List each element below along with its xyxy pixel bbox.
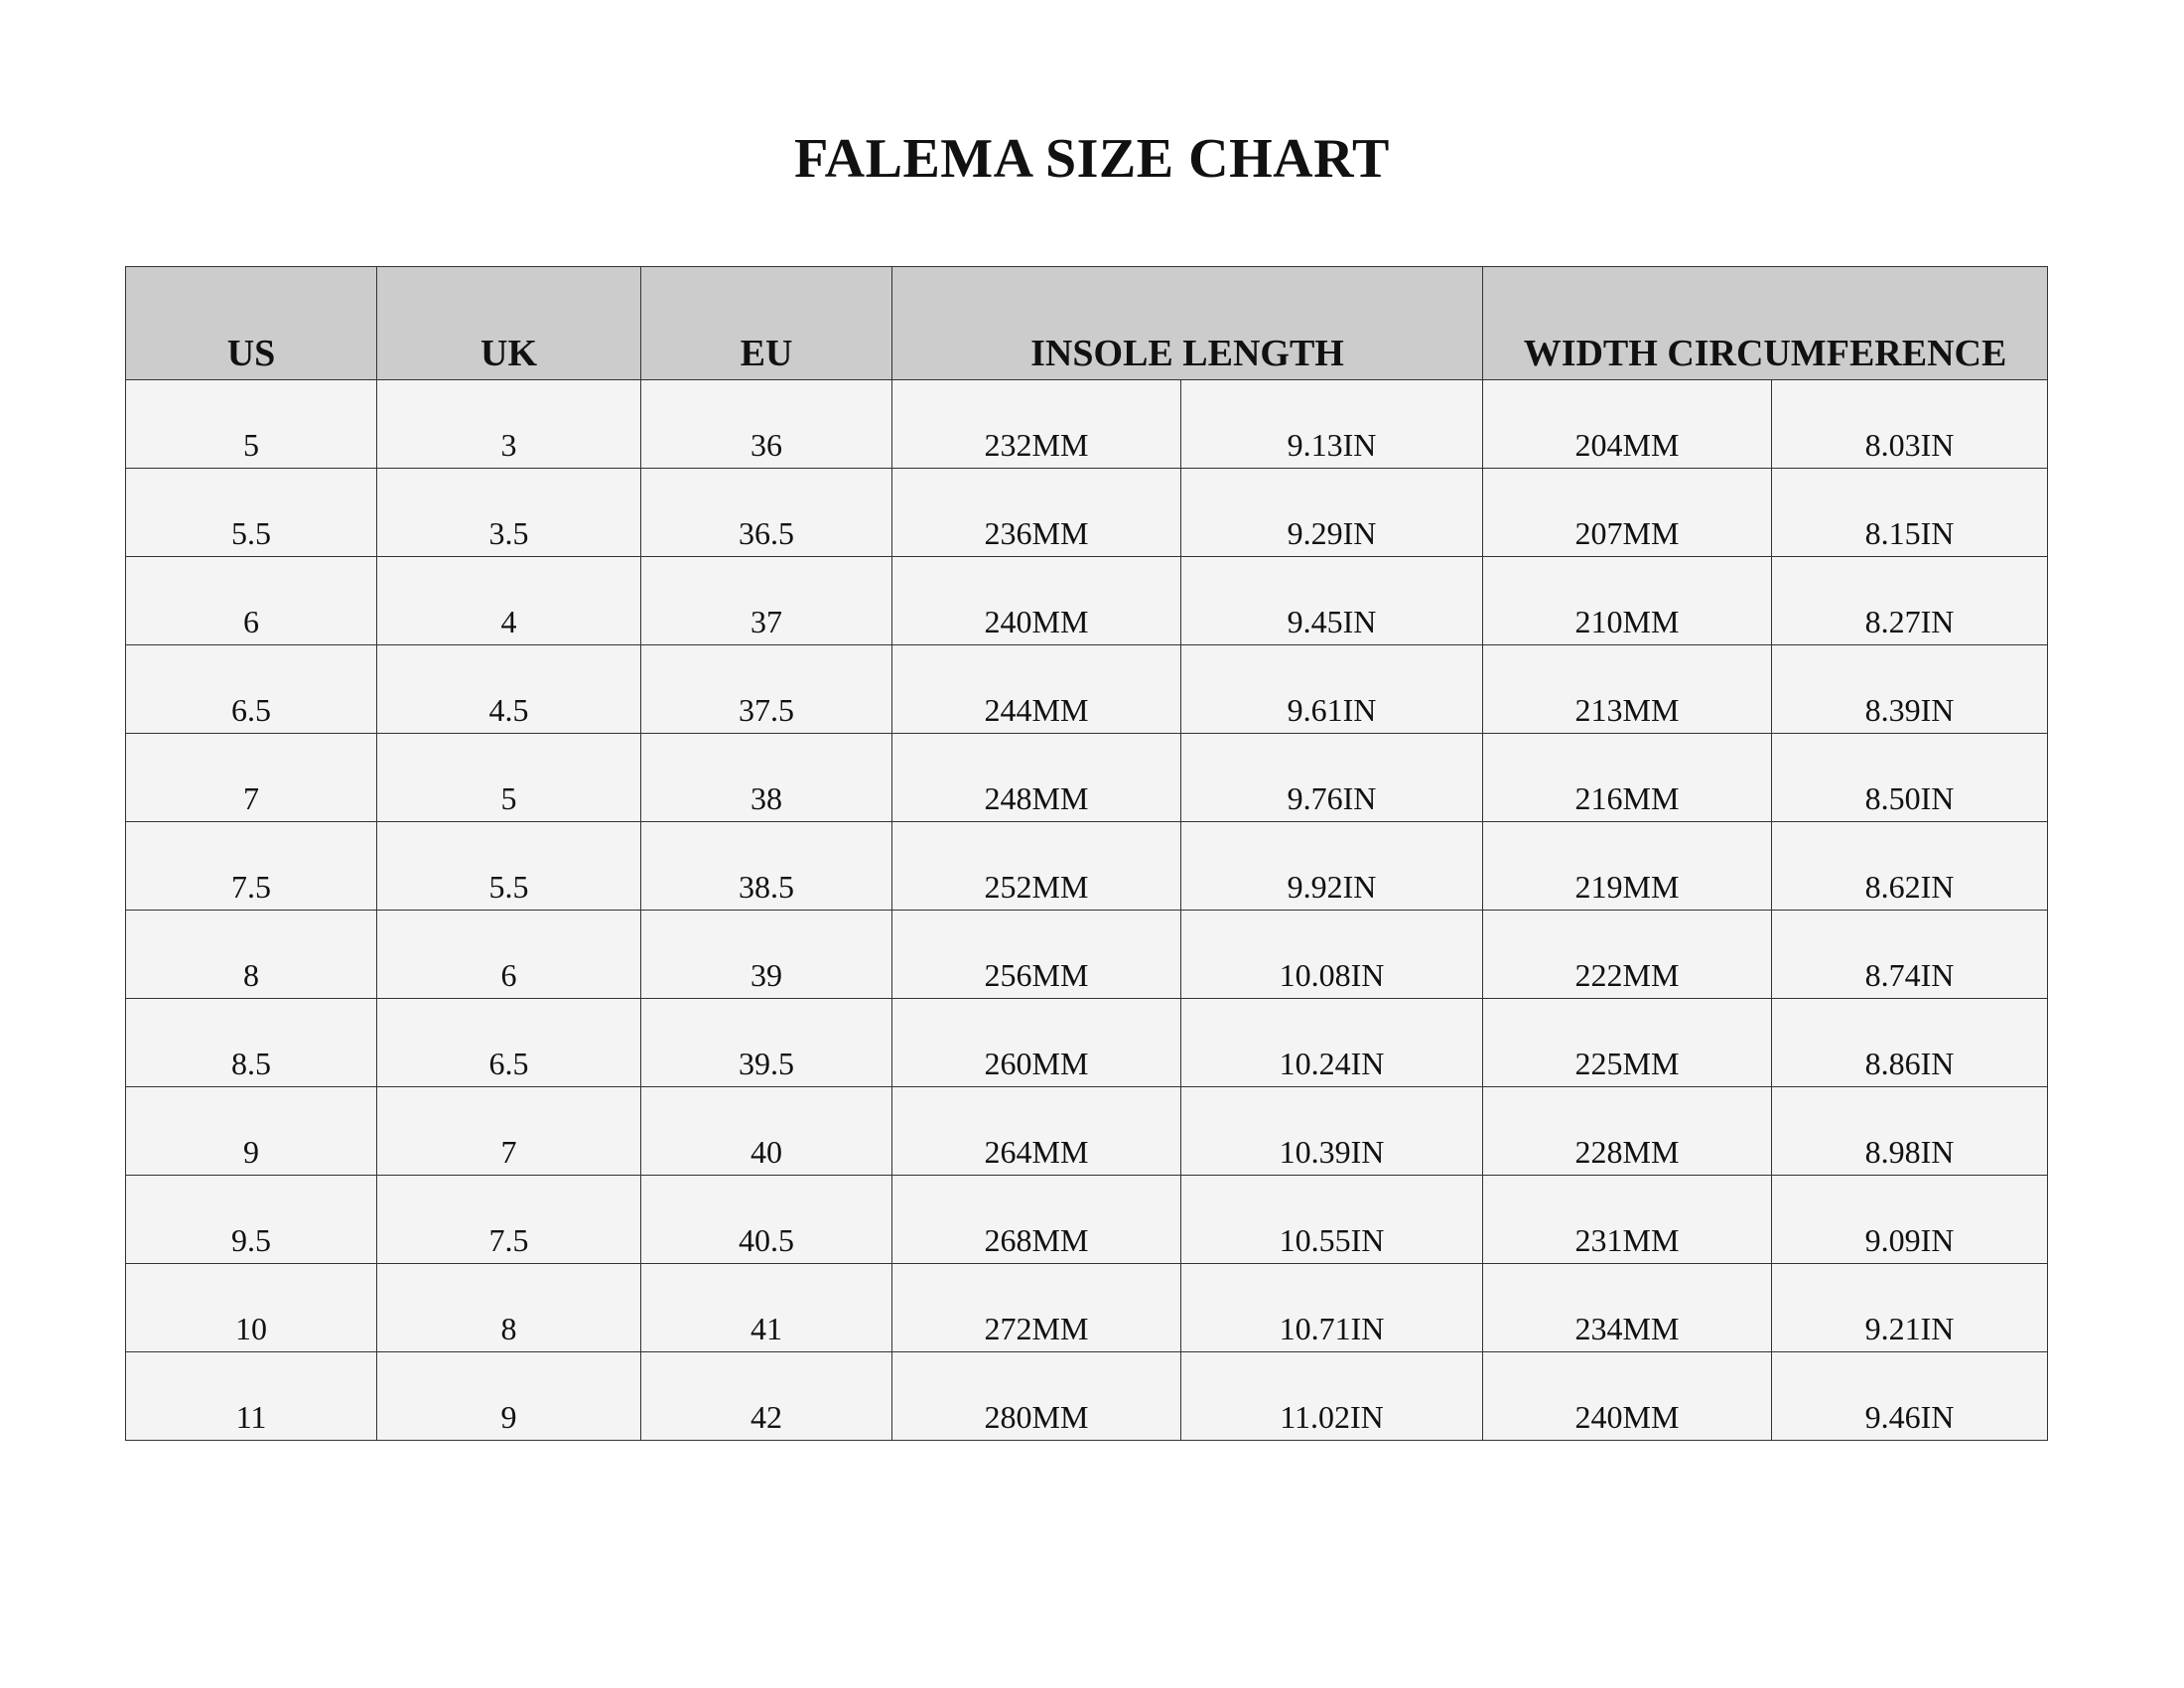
cell-eu: 36.5 xyxy=(641,469,892,557)
cell-eu: 39 xyxy=(641,911,892,999)
cell-insole-mm: 280MM xyxy=(892,1352,1181,1441)
table-row xyxy=(126,911,2048,999)
cell-width-mm: 204MM xyxy=(1483,380,1772,469)
cell-uk: 7.5 xyxy=(377,1176,641,1264)
cell-insole-mm: 272MM xyxy=(892,1264,1181,1352)
cell-uk: 8 xyxy=(377,1264,641,1352)
cell-uk: 7 xyxy=(377,1087,641,1176)
table-row xyxy=(126,1176,2048,1264)
cell-insole-in: 9.76IN xyxy=(1181,734,1483,822)
cell-uk: 5 xyxy=(377,734,641,822)
cell-insole-mm: 236MM xyxy=(892,469,1181,557)
cell-insole-in: 10.71IN xyxy=(1181,1264,1483,1352)
cell-us: 7 xyxy=(126,734,377,822)
cell-insole-mm: 264MM xyxy=(892,1087,1181,1176)
header-eu: EU xyxy=(641,267,892,380)
cell-width-in: 8.74IN xyxy=(1772,911,2048,999)
size-chart-table xyxy=(125,266,2048,1441)
cell-insole-in: 10.55IN xyxy=(1181,1176,1483,1264)
cell-width-mm: 216MM xyxy=(1483,734,1772,822)
table-row xyxy=(126,1264,2048,1352)
cell-width-mm: 234MM xyxy=(1483,1264,1772,1352)
cell-uk: 6.5 xyxy=(377,999,641,1087)
cell-insole-mm: 248MM xyxy=(892,734,1181,822)
cell-eu: 37.5 xyxy=(641,645,892,734)
cell-width-in: 8.39IN xyxy=(1772,645,2048,734)
cell-width-in: 8.86IN xyxy=(1772,999,2048,1087)
table-row xyxy=(126,557,2048,645)
cell-insole-in: 9.13IN xyxy=(1181,380,1483,469)
cell-uk: 6 xyxy=(377,911,641,999)
cell-eu: 41 xyxy=(641,1264,892,1352)
page-title: FALEMA SIZE CHART xyxy=(794,128,1390,190)
cell-us: 8.5 xyxy=(126,999,377,1087)
table-row xyxy=(126,645,2048,734)
cell-us: 6.5 xyxy=(126,645,377,734)
cell-width-in: 9.21IN xyxy=(1772,1264,2048,1352)
cell-us: 5 xyxy=(126,380,377,469)
cell-insole-in: 9.29IN xyxy=(1181,469,1483,557)
cell-width-in: 8.50IN xyxy=(1772,734,2048,822)
cell-width-mm: 213MM xyxy=(1483,645,1772,734)
table-row xyxy=(126,469,2048,557)
table-row xyxy=(126,1087,2048,1176)
cell-us: 8 xyxy=(126,911,377,999)
cell-width-mm: 210MM xyxy=(1483,557,1772,645)
cell-width-in: 8.62IN xyxy=(1772,822,2048,911)
cell-width-mm: 231MM xyxy=(1483,1176,1772,1264)
cell-width-mm: 207MM xyxy=(1483,469,1772,557)
cell-insole-mm: 268MM xyxy=(892,1176,1181,1264)
cell-insole-in: 9.92IN xyxy=(1181,822,1483,911)
header-us: US xyxy=(126,267,377,380)
cell-insole-mm: 240MM xyxy=(892,557,1181,645)
cell-width-in: 8.27IN xyxy=(1772,557,2048,645)
cell-eu: 40 xyxy=(641,1087,892,1176)
cell-uk: 4.5 xyxy=(377,645,641,734)
cell-width-mm: 225MM xyxy=(1483,999,1772,1087)
cell-uk: 3 xyxy=(377,380,641,469)
cell-insole-in: 9.61IN xyxy=(1181,645,1483,734)
header-uk: UK xyxy=(377,267,641,380)
cell-insole-mm: 256MM xyxy=(892,911,1181,999)
cell-insole-mm: 232MM xyxy=(892,380,1181,469)
cell-eu: 38.5 xyxy=(641,822,892,911)
cell-width-mm: 222MM xyxy=(1483,911,1772,999)
cell-insole-in: 10.24IN xyxy=(1181,999,1483,1087)
cell-insole-mm: 260MM xyxy=(892,999,1181,1087)
cell-eu: 38 xyxy=(641,734,892,822)
cell-width-in: 9.09IN xyxy=(1772,1176,2048,1264)
cell-width-mm: 240MM xyxy=(1483,1352,1772,1441)
cell-insole-mm: 244MM xyxy=(892,645,1181,734)
cell-insole-in: 9.45IN xyxy=(1181,557,1483,645)
header-insole-length: INSOLE LENGTH xyxy=(892,267,1483,380)
header-width-circumference: WIDTH CIRCUMFERENCE xyxy=(1483,267,2048,380)
cell-us: 9.5 xyxy=(126,1176,377,1264)
cell-width-mm: 219MM xyxy=(1483,822,1772,911)
cell-us: 5.5 xyxy=(126,469,377,557)
cell-uk: 3.5 xyxy=(377,469,641,557)
cell-uk: 9 xyxy=(377,1352,641,1441)
cell-us: 6 xyxy=(126,557,377,645)
table-row xyxy=(126,1352,2048,1441)
cell-insole-in: 11.02IN xyxy=(1181,1352,1483,1441)
cell-width-in: 8.03IN xyxy=(1772,380,2048,469)
cell-insole-mm: 252MM xyxy=(892,822,1181,911)
cell-uk: 5.5 xyxy=(377,822,641,911)
cell-eu: 39.5 xyxy=(641,999,892,1087)
cell-us: 10 xyxy=(126,1264,377,1352)
table-header xyxy=(126,267,2048,380)
cell-us: 9 xyxy=(126,1087,377,1176)
cell-us: 11 xyxy=(126,1352,377,1441)
cell-uk: 4 xyxy=(377,557,641,645)
cell-width-in: 9.46IN xyxy=(1772,1352,2048,1441)
cell-eu: 36 xyxy=(641,380,892,469)
cell-eu: 42 xyxy=(641,1352,892,1441)
header-row xyxy=(126,267,2048,380)
cell-us: 7.5 xyxy=(126,822,377,911)
table-row xyxy=(126,822,2048,911)
cell-width-mm: 228MM xyxy=(1483,1087,1772,1176)
table-row xyxy=(126,734,2048,822)
table-row xyxy=(126,380,2048,469)
cell-width-in: 8.15IN xyxy=(1772,469,2048,557)
cell-insole-in: 10.08IN xyxy=(1181,911,1483,999)
table-row xyxy=(126,999,2048,1087)
cell-eu: 37 xyxy=(641,557,892,645)
cell-eu: 40.5 xyxy=(641,1176,892,1264)
cell-width-in: 8.98IN xyxy=(1772,1087,2048,1176)
table-body xyxy=(126,380,2048,1441)
cell-insole-in: 10.39IN xyxy=(1181,1087,1483,1176)
